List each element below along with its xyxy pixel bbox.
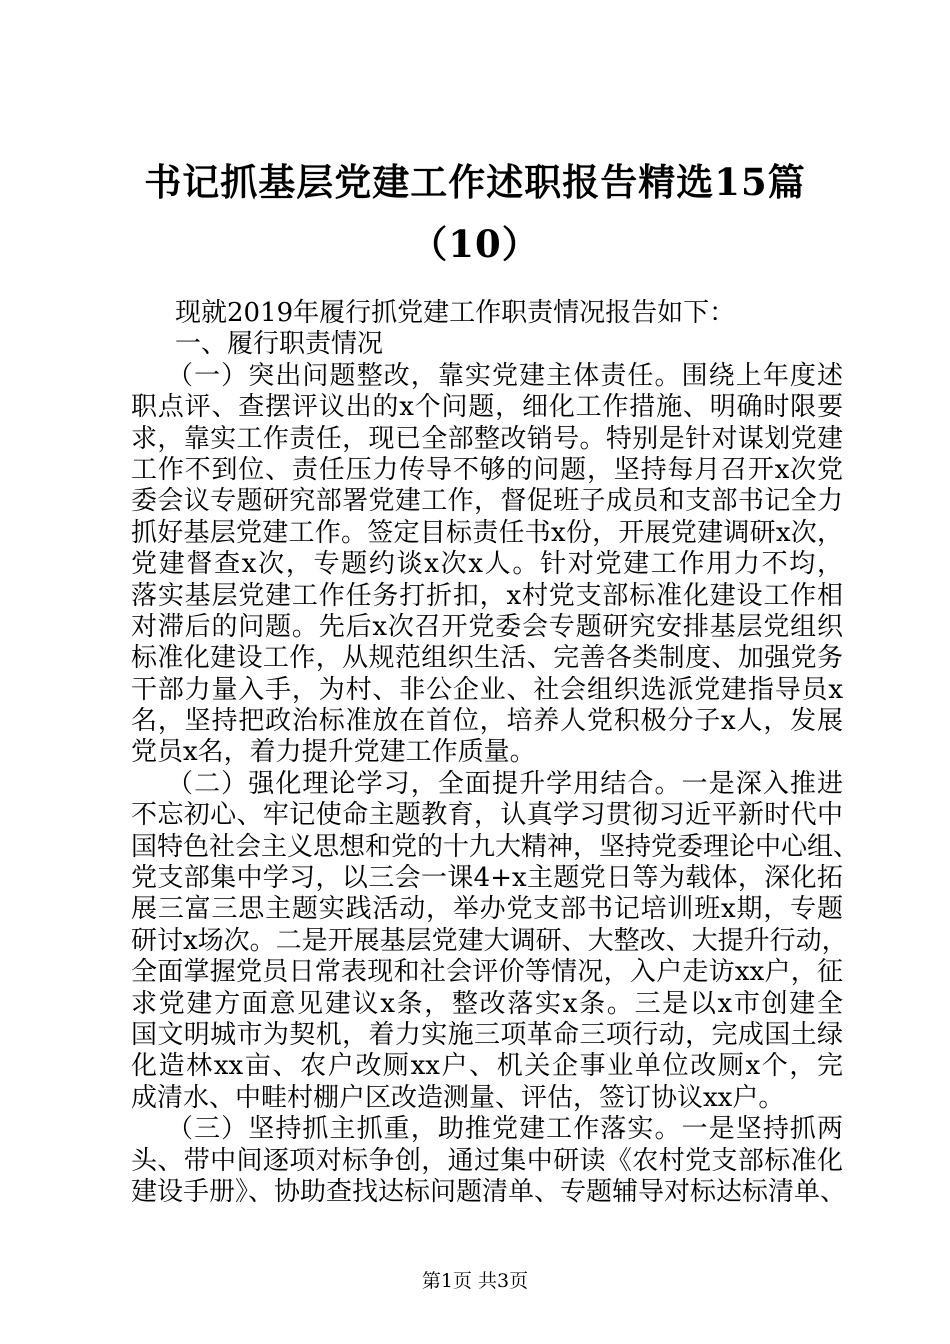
section-heading: 一、履行职责情况 [175,329,384,360]
body-line: 不忘初心、牢记使命主题教育，认真学习贯彻习近平新时代中 [131,800,843,831]
body-line: 国文明城市为契机，着力实施三项革命三项行动，完成国土绿 [131,1019,843,1050]
body-line: （二）强化理论学习，全面提升学用结合。一是深入推进 [167,768,843,799]
body-line: 研讨x场次。二是开展基层党建大调研、大整改、大提升行动， [131,925,848,956]
body-line: 委会议专题研究部署党建工作，督促班子成员和支部书记全力 [131,486,843,517]
document-title-number: （10） [410,222,540,266]
body-line: 求，靠实工作责任，现已全部整改销号。特别是针对谋划党建 [131,423,843,454]
body-line: （三）坚持抓主抓重，助推党建工作落实。一是坚持抓两 [167,1114,843,1145]
body-line: 建设手册》、协助查找达标问题清单、专题辅导对标达标清单、 [131,1176,847,1207]
body-line: 化造林xx亩、农户改厕xx户、机关企事业单位改厕x个，完 [131,1051,843,1082]
body-line: 头、带中间逐项对标争创，通过集中研读《农村党支部标准化 [131,1145,843,1176]
body-line: 标准化建设工作，从规范组织生活、完善各类制度、加强党务 [131,643,843,674]
document-body [131,298,860,1208]
body-line: 名，坚持把政治标准放在首位，培养人党积极分子x人，发展 [131,706,843,737]
body-line: 成清水、中畦村棚户区改造测量、评估，签订协议xx户。 [131,1082,785,1113]
body-line: 党员x名，着力提升党建工作质量。 [131,737,536,768]
body-line: 抓好基层党建工作。签定目标责任书x份，开展党建调研x次， [131,517,843,548]
page-footer: 第1页 共3页 [421,1270,529,1292]
body-line: 对滞后的问题。先后x次召开党委会专题研究安排基层党组织 [131,611,843,642]
body-line: 工作不到位、责任压力传导不够的问题，坚持每月召开x次党 [131,454,843,485]
body-line: 职点评、查摆评议出的x个问题，细化工作措施、明确时限要 [131,392,843,423]
body-line: 党支部集中学习，以三会一课4+x主题党日等为载体，深化拓 [131,863,843,894]
body-line: 现就2019年履行抓党建工作职责情况报告如下： [175,298,736,328]
body-line: 落实基层党建工作任务打折扣，x村党支部标准化建设工作相 [131,580,843,611]
body-line: 全面掌握党员日常表现和社会评价等情况，入户走访xx户，征 [131,957,843,988]
body-line: 党建督查x次，专题约谈x次x人。针对党建工作用力不均， [131,549,843,580]
body-line: 干部力量入手，为村、非公企业、社会组织选派党建指导员x [131,674,843,705]
document-title: 书记抓基层党建工作述职报告精选15篇 [144,160,806,204]
body-line: 求党建方面意见建议x条，整改落实x条。三是以x市创建全 [131,988,843,1019]
body-line: 展三富三思主题实践活动，举办党支部书记培训班x期，专题 [131,894,843,925]
body-line: （一）突出问题整改，靠实党建主体责任。围绕上年度述 [167,360,843,391]
body-line: 国特色社会主义思想和党的十九大精神，坚持党委理论中心组、 [131,831,860,862]
